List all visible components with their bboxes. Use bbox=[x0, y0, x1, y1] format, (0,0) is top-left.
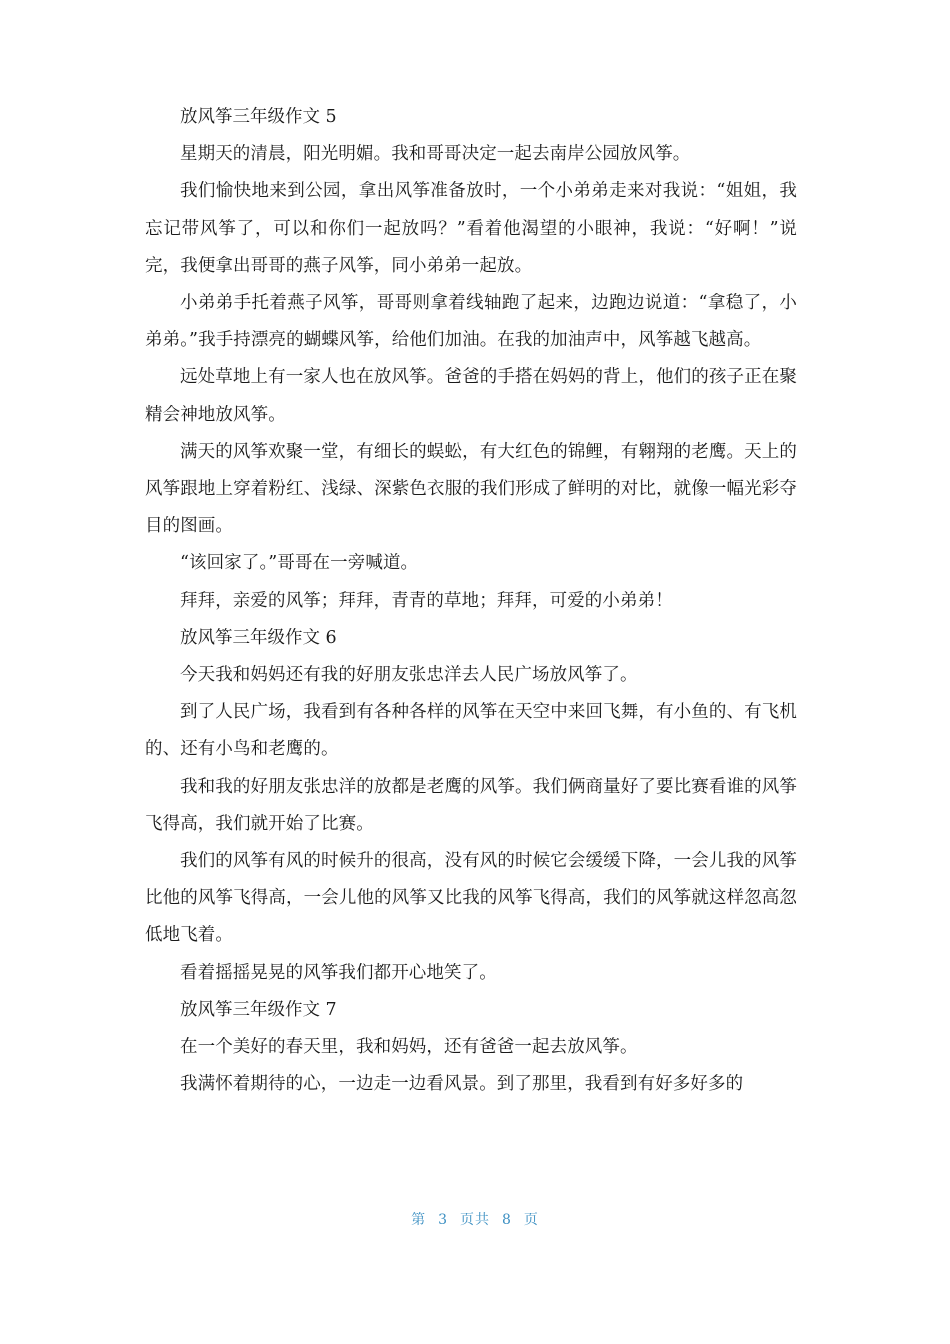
section-heading: 放风筝三年级作文 7 bbox=[180, 999, 337, 1020]
footer-label-di: 第 bbox=[411, 1212, 427, 1228]
footer-label-ye-gong: 页共 bbox=[460, 1212, 490, 1228]
paragraph: 今天我和妈妈还有我的好朋友张忠洋去人民广场放风筝了。 bbox=[180, 665, 638, 686]
footer-total-pages: 8 bbox=[502, 1212, 512, 1228]
paragraph: 拜拜，亲爱的风筝；拜拜，青青的草地；拜拜，可爱的小弟弟！ bbox=[180, 590, 673, 611]
paragraph: 我们愉快地来到公园，拿出风筝准备放时，一个小弟弟走来对我说：“姐姐，我忘记带风筝了，可以和你们一起放吗？”看着他渴望的小眼神，我说：“好啊！”说完，我便拿出哥哥的燕子风筝，同小弟弟一起放。 bbox=[145, 181, 797, 276]
paragraph: 到了人民广场，我看到有各种各样的风筝在天空中来回飞舞，有小鱼的、有飞机的、还有小鸟和老鹰的。 bbox=[145, 702, 797, 760]
paragraph: 我满怀着期待的心，一边走一边看风景。到了那里，我看到有好多好多的 bbox=[180, 1074, 744, 1095]
paragraph: 远处草地上有一家人也在放风筝。爸爸的手搭在妈妈的背上，他们的孩子正在聚精会神地放风筝。 bbox=[145, 367, 797, 425]
paragraph: 在一个美好的春天里，我和妈妈，还有爸爸一起去放风筝。 bbox=[180, 1037, 638, 1058]
paragraph: 满天的风筝欢聚一堂，有细长的蜈蚣，有大红色的锦鲤，有翱翔的老鹰。天上的风筝跟地上穿着粉红、浅绿、深紫色衣服的我们形成了鲜明的对比，就像一幅光彩夺目的图画。 bbox=[145, 441, 797, 537]
paragraph: 小弟弟手托着燕子风筝，哥哥则拿着线轴跑了起来，边跑边说道：“拿稳了，小弟弟。”我手持漂亮的蝴蝶风筝，给他们加油。在我的加油声中，风筝越飞越高。 bbox=[145, 293, 797, 351]
section-heading: 放风筝三年级作文 5 bbox=[180, 107, 337, 127]
document-body bbox=[145, 99, 797, 1103]
paragraph: 星期天的清晨，阳光明媚。我和哥哥决定一起去南岸公园放风筝。 bbox=[180, 144, 691, 165]
footer-current-page: 3 bbox=[438, 1212, 448, 1228]
paragraph: 我们的风筝有风的时候升的很高，没有风的时候它会缓缓下降，一会儿我的风筝比他的风筝飞得高，一会儿他的风筝又比我的风筝飞得高，我们的风筝就这样忽高忽低地飞着。 bbox=[145, 851, 797, 946]
paragraph: “该回家了。”哥哥在一旁喊道。 bbox=[180, 553, 419, 574]
footer-label-ye: 页 bbox=[523, 1212, 539, 1228]
paragraph: 我和我的好朋友张忠洋的放都是老鹰的风筝。我们俩商量好了要比赛看谁的风筝飞得高，我们就开始了比赛。 bbox=[145, 776, 797, 834]
page-footer bbox=[0, 1209, 950, 1229]
paragraph: 看着摇摇晃晃的风筝我们都开心地笑了。 bbox=[180, 962, 497, 983]
section-heading: 放风筝三年级作文 6 bbox=[180, 627, 337, 648]
